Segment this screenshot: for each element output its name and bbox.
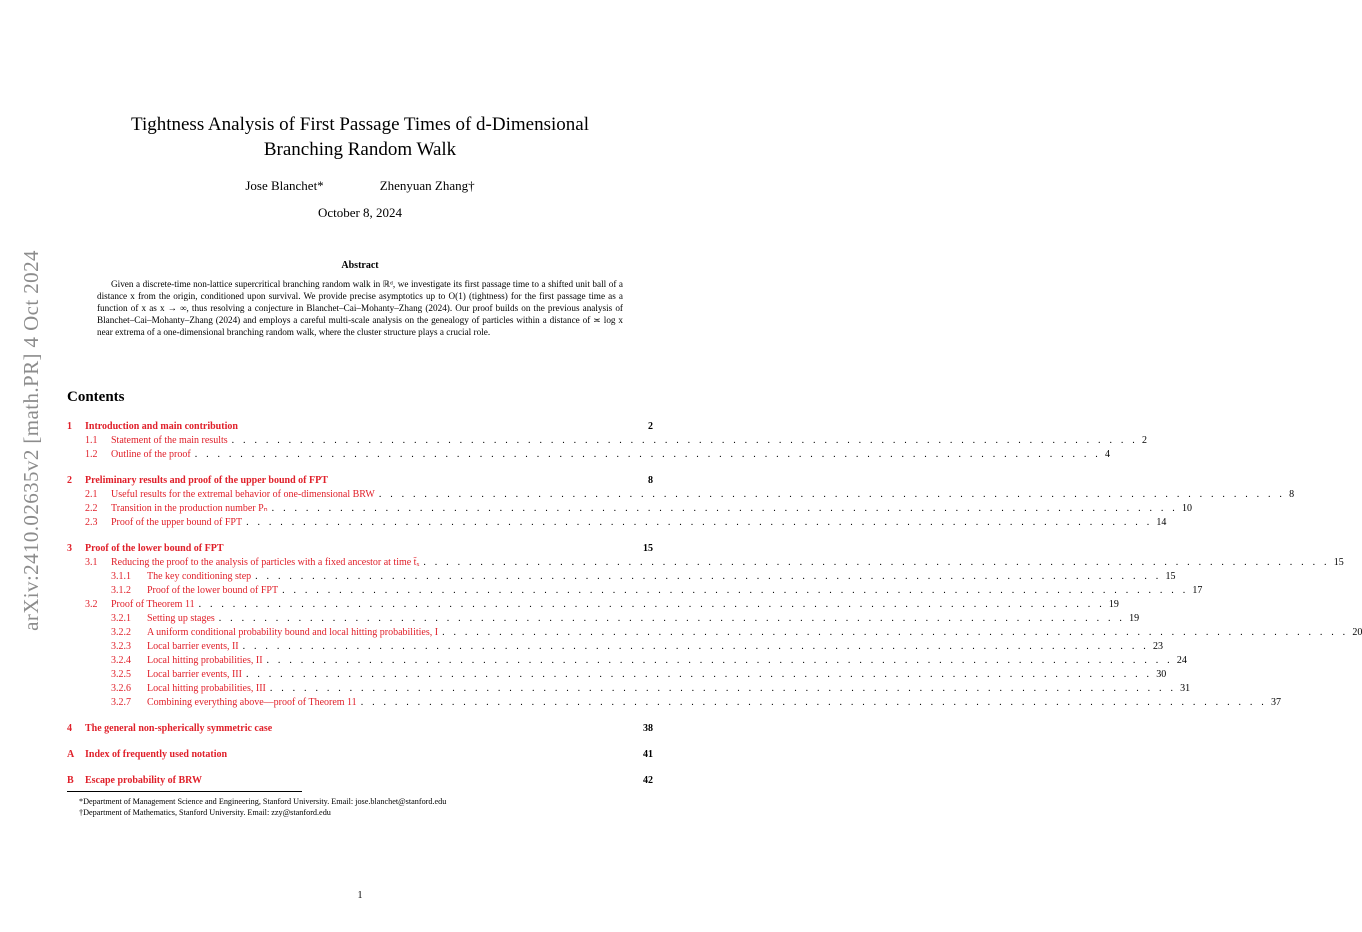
toc-entry-page: 15 [643,543,653,554]
toc-entry[interactable] [67,654,1187,667]
toc-entry-number: 3.2.3 [111,641,131,652]
toc-entry-number: 2.3 [85,517,98,528]
toc-leader-dots: . . . . . . . . . . . . . . . . . . . . . . . . . . . . . . . . . . . . . . . . . . . . . . . . . . . . . . . . . . . . . . . . . . . . . . . . . . . . . . . . [269,683,1177,694]
toc-entry-page: 19 [1129,613,1140,624]
toc-entry-page: 37 [1271,697,1281,708]
toc-entry[interactable] [67,696,1281,709]
toc-entry[interactable] [67,598,1119,611]
paper-date: October 8, 2024 [317,205,403,220]
toc-entry-number: 3.1.2 [111,585,131,596]
authors [0,178,720,194]
toc-entry-link[interactable]: Local hitting probabilities, III [147,683,266,694]
toc-leader-dots: . . . . . . . . . . . . . . . . . . . . . . . . . . . . . . . . . . . . . . . . . . . . . . . . . . . . . . . . . . . . . . . . . . . . . . . . . . . . . . . . [198,599,1105,610]
toc-leader-dots: . . . . . . . . . . . . . . . . . . . . . . . . . . . . . . . . . . . . . . . . . . . . . . . . . . . . . . . . . . . . . . . . . . . . . . . . . . . . . . . . [282,585,1189,596]
toc-entry-number: 1.1 [85,435,98,446]
title-line-1: Tightness Analysis of First Passage Times of d-Dimensional [131,114,589,135]
abstract-text: Given a discrete-time non-lattice supercritical branching random walk in ℝᵈ, we investigate its first passage time to a shifted unit ball of a distance x from the origin, conditioned upon survival. We provide precise asymptotics up to O(1) (tightness) for the first passage time as a function of x as x → ∞, thus resolving a conjecture in Blanchet–Cai–Mohanty–Zhang (2024). Our proof builds on the previous analysis of Blanchet–Cai–Mohanty–Zhang (2024) and employs a careful multi-scale analysis on the genealogy of particles within a distance of ≍ log x near extrema of a one-dimensional branching random walk, where the cluster structure plays a crucial role. [97,279,623,337]
toc-entry-number: 3.2 [85,599,98,610]
toc-entry-page: 42 [643,775,653,786]
toc-leader-dots: . . . . . . . . . . . . . . . . . . . . . . . . . . . . . . . . . . . . . . . . . . . . . . . . . . . . . . . . . . . . . . . . . . . . . . . . . . . . . . . . [378,489,1286,500]
toc-entry-number: 1 [67,421,72,432]
toc-entry[interactable] [67,516,1167,529]
toc-entry-number: 3.2.1 [111,613,131,624]
toc-entry[interactable] [67,774,653,787]
toc-entry-link[interactable]: Proof of the lower bound of FPT [85,543,224,554]
toc-entry-link[interactable]: Proof of the upper bound of FPT [111,517,243,528]
toc-entry-page: 24 [1176,655,1187,666]
toc-entry-link[interactable]: Combining everything above—proof of Theorem 11 [147,697,357,708]
toc-entry-number: 2.2 [85,503,98,514]
arxiv-id: arXiv:2410.02635v2 [math.PR] 4 Oct 2024 [18,249,43,631]
toc-entry-link[interactable]: Proof of Theorem 11 [111,599,195,610]
toc-entry-number: 3.1.1 [111,571,131,582]
footnote-divider [67,791,302,792]
toc-entry-page: 20 [1352,627,1362,638]
toc-entry[interactable] [67,474,653,487]
toc-leader-dots: . . . . . . . . . . . . . . . . . . . . . . . . . . . . . . . . . . . . . . . . . . . . . . . . . . . . . . . . . . . . . . . . . . . . . . . . . . . . . . . . [442,627,1349,638]
toc-entry-number: 3.2.2 [111,627,131,638]
toc-entry-page: 4 [1105,449,1111,460]
toc-entry[interactable] [67,434,1147,447]
toc-entry[interactable] [67,420,653,433]
paper-title [0,112,720,162]
toc-entry-link[interactable]: The general non-spherically symmetric case [85,723,273,734]
toc-entry-link[interactable]: Local barrier events, II [147,641,239,652]
toc-entry-number: 3.2.5 [111,669,131,680]
toc-leader-dots: . . . . . . . . . . . . . . . . . . . . . . . . . . . . . . . . . . . . . . . . . . . . . . . . . . . . . . . . . . . . . . . . . . . . . . . . . . . . . . . . [231,435,1138,446]
toc-entry[interactable] [67,682,1191,695]
toc-entry[interactable] [67,748,653,761]
toc-leader-dots: . . . . . . . . . . . . . . . . . . . . . . . . . . . . . . . . . . . . . . . . . . . . . . . . . . . . . . . . . . . . . . . . . . . . . . . . . . . . . . . . [360,697,1267,708]
toc-leader-dots: . . . . . . . . . . . . . . . . . . . . . . . . . . . . . . . . . . . . . . . . . . . . . . . . . . . . . . . . . . . . . . . . . . . . . . . . . . . . . . . . [218,613,1126,624]
page-number: 1 [357,890,363,901]
toc-entry-page: 2 [648,421,653,432]
toc-entry-number: A [67,749,75,760]
toc-entry-number: 3 [67,543,72,554]
toc-entry-number: 3.2.6 [111,683,131,694]
toc-entry-link[interactable]: Transition in the production number Pₙ [111,503,268,514]
toc-entry[interactable] [67,488,1295,501]
toc-leader-dots: . . . . . . . . . . . . . . . . . . . . . . . . . . . . . . . . . . . . . . . . . . . . . . . . . . . . . . . . . . . . . . . . . . . . . . . . . . . . . . . . [423,557,1330,568]
toc-entry-page: 41 [643,749,653,760]
toc-entry[interactable] [67,570,1176,583]
toc-entry-link[interactable]: The key conditioning step [147,571,252,582]
toc-entry-page: 10 [1181,503,1192,514]
toc-leader-dots: . . . . . . . . . . . . . . . . . . . . . . . . . . . . . . . . . . . . . . . . . . . . . . . . . . . . . . . . . . . . . . . . . . . . . . . . . . . . . . . . [271,503,1178,514]
toc-entry-number: 3.2.7 [111,697,131,708]
toc-leader-dots: . . . . . . . . . . . . . . . . . . . . . . . . . . . . . . . . . . . . . . . . . . . . . . . . . . . . . . . . . . . . . . . . . . . . . . . . . . . . . . . . [255,571,1162,582]
toc-entry-number: 4 [67,723,72,734]
toc-entry-link[interactable]: Preliminary results and proof of the upper bound of FPT [85,475,328,486]
toc-leader-dots: . . . . . . . . . . . . . . . . . . . . . . . . . . . . . . . . . . . . . . . . . . . . . . . . . . . . . . . . . . . . . . . . . . . . . . . . . . . . . . . . [246,517,1153,528]
toc-entry-page: 15 [1333,557,1344,568]
footnote-blanchet: *Department of Management Science and Engineering, Stanford University. Email: jose.blanchet@stanford.edu [79,797,447,806]
toc-entry-page: 15 [1165,571,1176,582]
toc-entry-link[interactable]: Statement of the main results [111,435,228,446]
toc-entry-number: 1.2 [85,449,98,460]
abstract-heading: Abstract [341,260,379,271]
toc-entry-link[interactable]: Useful results for the extremal behavior of one-dimensional BRW [111,489,375,500]
toc-entry-link[interactable]: Introduction and main contribution [85,421,238,432]
toc-entry[interactable] [67,722,653,735]
toc-entry[interactable] [67,542,653,555]
toc-entry[interactable] [67,448,1111,461]
toc-entry-number: 2.1 [85,489,98,500]
toc-entry-number: 3.1 [85,557,98,568]
toc-entry[interactable] [67,556,1344,569]
toc-entry-page: 8 [648,475,653,486]
toc-entry[interactable] [67,640,1163,653]
toc-leader-dots: . . . . . . . . . . . . . . . . . . . . . . . . . . . . . . . . . . . . . . . . . . . . . . . . . . . . . . . . . . . . . . . . . . . . . . . . . . . . . . . . [242,641,1149,652]
toc-leader-dots: . . . . . . . . . . . . . . . . . . . . . . . . . . . . . . . . . . . . . . . . . . . . . . . . . . . . . . . . . . . . . . . . . . . . . . . . . . . . . . . . [266,655,1173,666]
toc-entry-page: 14 [1156,517,1167,528]
footnote-zhang: †Department of Mathematics, Stanford University. Email: zzy@stanford.edu [79,808,331,817]
author-zhang: Zhenyuan Zhang† [379,178,475,193]
toc-entry-page: 2 [1141,435,1147,446]
toc-entry-link[interactable]: Local hitting probabilities, II [147,655,263,666]
toc-entry-number: 3.2.4 [111,655,131,666]
toc-entry[interactable] [67,626,1362,639]
toc-entry-link[interactable]: Proof of the lower bound of FPT [147,585,279,596]
toc-entry-page: 17 [1192,585,1203,596]
toc-entry-page: 30 [1156,669,1167,680]
toc-entry[interactable] [67,502,1192,515]
toc-entry-link[interactable]: Setting up stages [147,613,215,624]
arxiv-stamp [8,240,54,640]
author-blanchet: Jose Blanchet* [245,178,324,193]
toc-entry-number: B [67,775,74,786]
toc-entry-page: 31 [1180,683,1191,694]
toc-leader-dots: . . . . . . . . . . . . . . . . . . . . . . . . . . . . . . . . . . . . . . . . . . . . . . . . . . . . . . . . . . . . . . . . . . . . . . . . . . . . . . . . [194,449,1102,460]
toc-entry-link[interactable]: Outline of the proof [111,449,191,460]
toc-entry-link[interactable]: Escape probability of BRW [85,775,202,786]
toc-leader-dots: . . . . . . . . . . . . . . . . . . . . . . . . . . . . . . . . . . . . . . . . . . . . . . . . . . . . . . . . . . . . . . . . . . . . . . . . . . . . . . . . [245,669,1153,680]
toc-entry-link[interactable]: A uniform conditional probability bound and local hitting probabilities, I [147,627,439,638]
toc-entry-number: 2 [67,475,72,486]
toc-entry-link[interactable]: Reducing the proof to the analysis of particles with a fixed ancestor at time t̃ₓ [111,557,420,568]
toc-entry-page: 19 [1108,599,1119,610]
title-line-2: Branching Random Walk [263,139,457,160]
toc-entry[interactable] [67,584,1203,597]
toc-entry-page: 23 [1152,641,1163,652]
toc-entry[interactable] [67,612,1140,625]
toc-entry-link[interactable]: Local barrier events, III [147,669,242,680]
contents-heading: Contents [67,389,125,405]
toc-entry-link[interactable]: Index of frequently used notation [85,749,228,760]
toc-entry[interactable] [67,668,1167,681]
toc-entry-page: 8 [1289,489,1295,500]
toc-entry-page: 38 [643,723,653,734]
footnotes [79,796,446,818]
